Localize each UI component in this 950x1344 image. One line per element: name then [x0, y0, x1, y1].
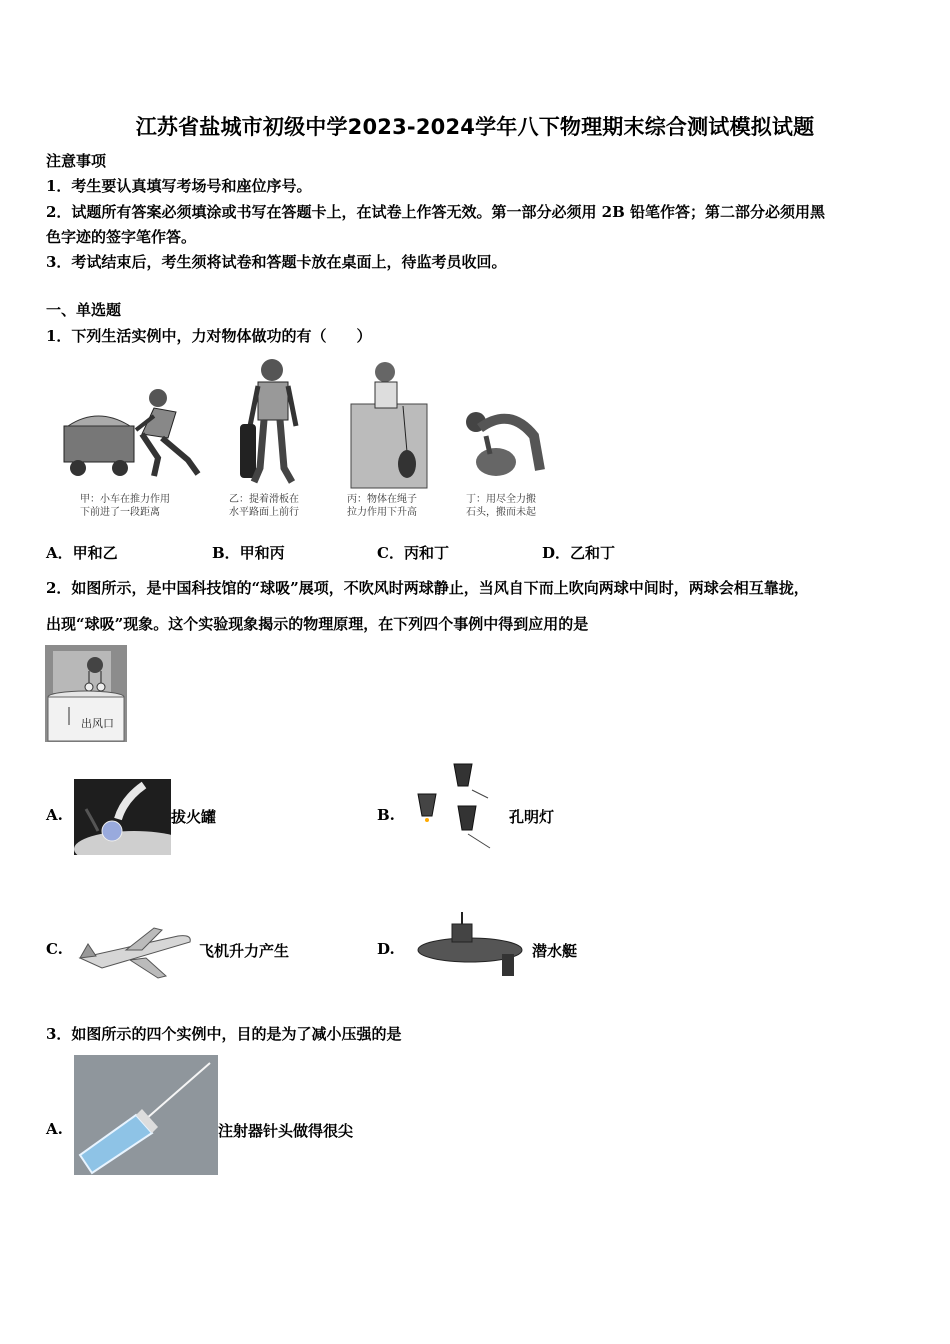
q2-option-b-text[interactable]: 孔明灯 — [509, 808, 555, 826]
q1-figure-rope — [345, 360, 435, 490]
q3-stem: 3．如图所示的四个实例中，目的是为了减小压强的是 — [46, 1025, 402, 1043]
q2-option-a-letter[interactable]: A. — [46, 806, 63, 824]
q3-option-a-letter[interactable]: A. — [46, 1120, 63, 1138]
q1-option-d[interactable]: D．乙和丁 — [542, 544, 616, 562]
q2-option-d-text[interactable]: 潜水艇 — [532, 942, 578, 960]
q1-figure-stone — [460, 400, 550, 482]
q1-figure-cart — [58, 378, 218, 488]
notice-item-1: 1．考生要认真填写考场号和座位序号。 — [46, 177, 312, 195]
q3-option-a-text[interactable]: 注射器针头做得很尖 — [218, 1122, 354, 1140]
q2-option-d-image — [412, 910, 524, 984]
q2-option-c-letter[interactable]: C. — [46, 940, 63, 958]
q2-option-d-letter[interactable]: D. — [377, 940, 395, 958]
q1-caption-jia: 甲：小车在推力作用 下前进了一段距离 — [80, 494, 170, 518]
notice-item-2-cont: 色字迹的签字笔作答。 — [46, 228, 197, 246]
q1-caption-ding: 丁：用尽全力搬 石头，搬而未起 — [466, 494, 536, 518]
q2-figure-label: 出风口 — [81, 717, 114, 730]
q2-option-c-text[interactable]: 飞机升力产生 — [199, 942, 290, 960]
q2-option-b-image — [410, 758, 500, 854]
q2-option-a-text[interactable]: 拔火罐 — [171, 808, 217, 826]
q2-stem-line2: 出现“球吸”现象。这个实验现象揭示的物理原理，在下列四个事例中得到应用的是 — [46, 615, 589, 633]
q1-caption-bing: 丙：物体在绳子 拉力作用下升高 — [347, 494, 417, 518]
notice-heading: 注意事项 — [46, 152, 107, 170]
q2-option-a-image — [74, 779, 171, 855]
q1-option-c[interactable]: C．丙和丁 — [377, 544, 449, 562]
q1-option-b[interactable]: B．甲和丙 — [212, 544, 285, 562]
q2-figure-ball-suction — [45, 645, 127, 742]
section-heading: 一、单选题 — [46, 301, 122, 319]
notice-item-2: 2．试题所有答案必须填涂或书写在答题卡上，在试卷上作答无效。第一部分必须用 2B 铅笔作答；第二部分必须用黑 — [46, 203, 826, 221]
q1-stem: 1．下列生活实例中，力对物体做功的有（ ） — [46, 327, 372, 345]
q3-option-a-image — [74, 1055, 218, 1175]
page-title: 江苏省盐城市初级中学2023-2024学年八下物理期末综合测试模拟试题 — [135, 115, 815, 139]
q1-option-a[interactable]: A．甲和乙 — [46, 544, 118, 562]
q2-option-c-image — [74, 920, 198, 988]
notice-item-3: 3．考试结束后，考生须将试卷和答题卡放在桌面上，待监考员收回。 — [46, 253, 507, 271]
q2-option-b-letter[interactable]: B. — [377, 806, 395, 824]
q2-stem-line1: 2．如图所示，是中国科技馆的“球吸”展项，不吹风时两球静止，当风自下而上吹向两球中间时，两球会相互靠拢， — [46, 579, 809, 597]
q1-figure-skateboard — [232, 356, 312, 490]
q1-caption-yi: 乙：提着滑板在 水平路面上前行 — [229, 494, 299, 518]
